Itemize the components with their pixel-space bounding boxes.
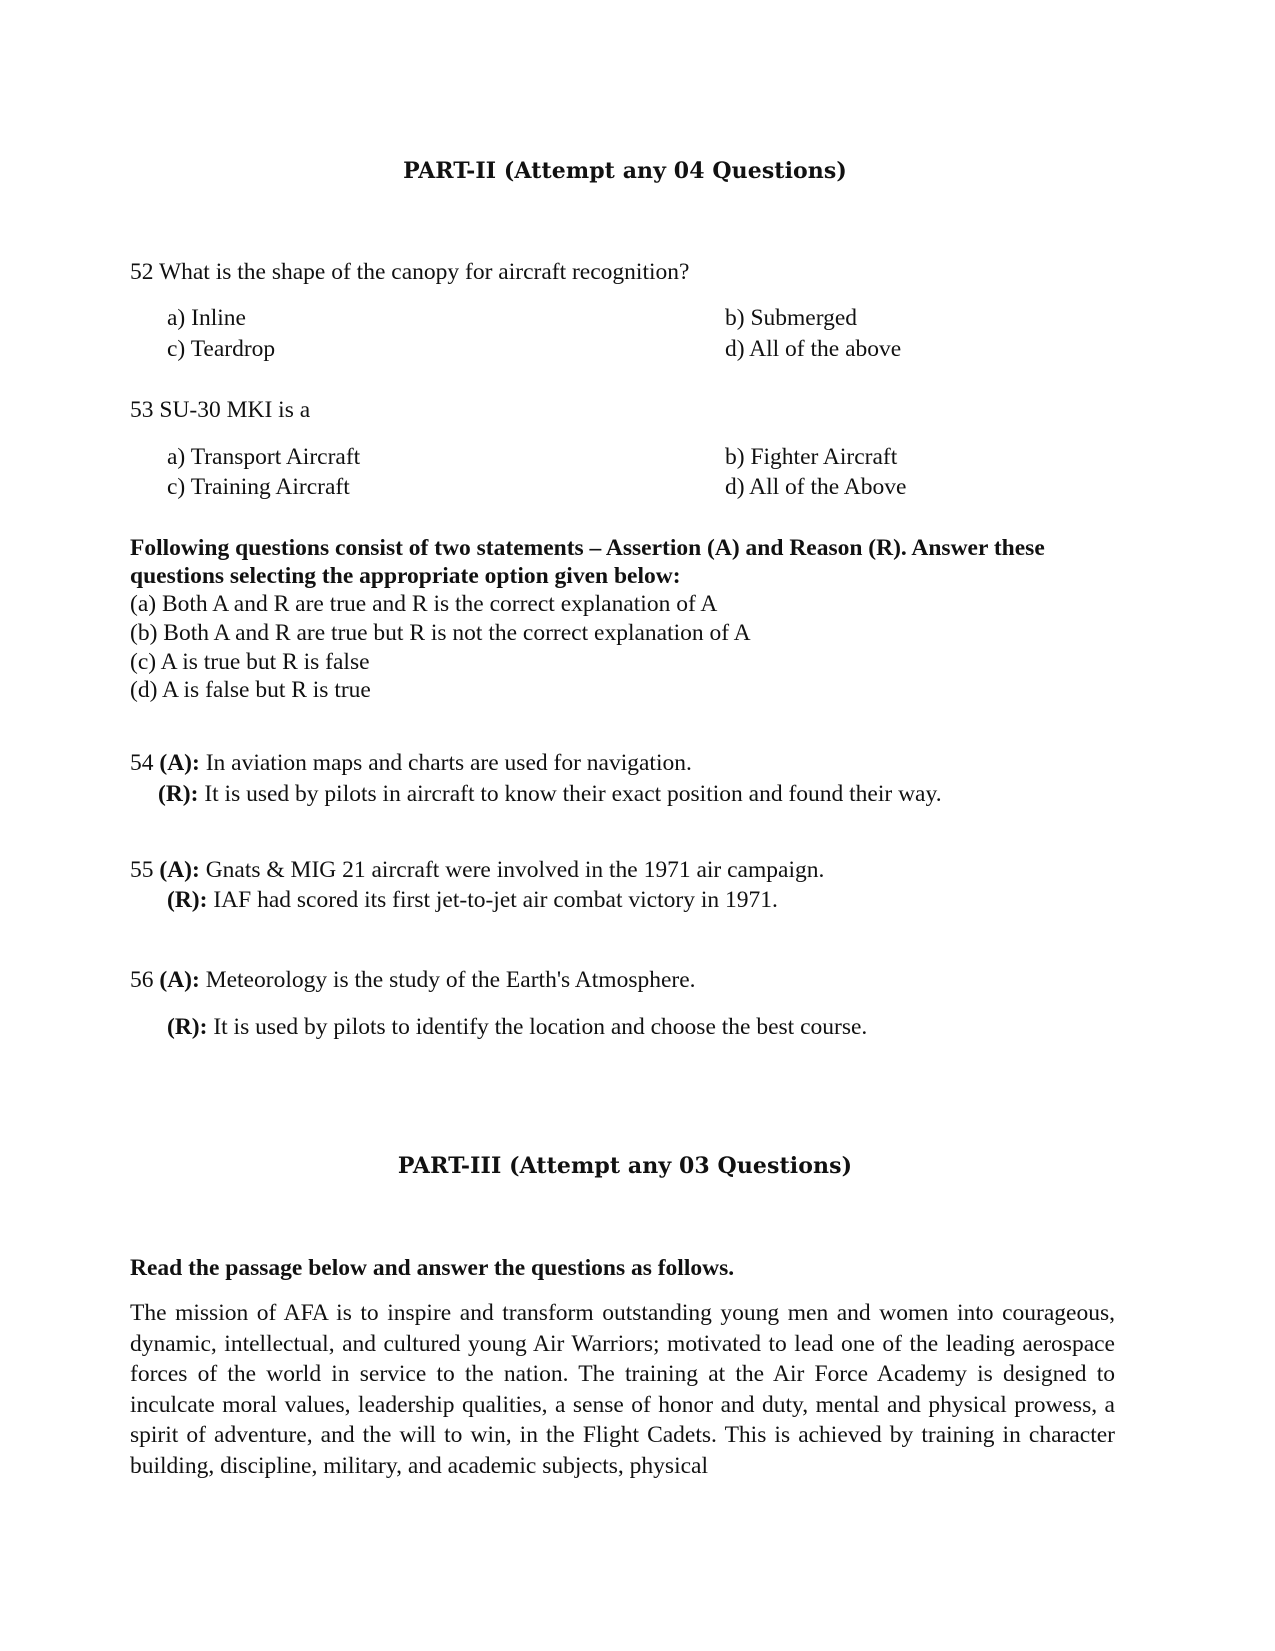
q52-option-b: b) Submerged bbox=[725, 305, 858, 331]
question-number: 55 bbox=[130, 857, 154, 883]
passage bbox=[130, 1298, 1115, 1481]
reason-label: (R): bbox=[167, 887, 208, 913]
question-54-reason bbox=[158, 783, 942, 807]
q52-option-c: c) Teardrop bbox=[167, 336, 276, 362]
question-53: 53 SU-30 MKI is a bbox=[130, 397, 311, 423]
passage-instruction: Read the passage below and answer the questions as follows. bbox=[130, 1255, 735, 1281]
question-54-assertion bbox=[130, 752, 692, 776]
question-number: 54 bbox=[130, 750, 154, 776]
question-52: 52 What is the shape of the canopy for aircraft recognition? bbox=[130, 259, 690, 285]
assertion-label: (A): bbox=[159, 967, 200, 993]
reason-label: (R): bbox=[167, 1014, 208, 1040]
q52-option-d: d) All of the above bbox=[725, 336, 902, 362]
passage-text: The mission of AFA is to inspire and transform outstanding young men and women into courageous, dynamic, intellectual, and cultured young Air Warriors; motivated to lead one of the leading aerospace forces of the world in service to the nation. The training at the Air Force Academy is designed to inculcate moral values, leadership qualities, a sense of honor and duty, mental and physical prowess, a spirit of adventure, and the will to win, in the Flight Cadets. This is achieved by training in character building, discipline, military, and academic subjects, physical bbox=[130, 1300, 1115, 1479]
question-56-reason bbox=[167, 1016, 867, 1040]
reason-text: It is used by pilots to identify the location and choose the best course. bbox=[207, 1014, 868, 1040]
assertion-reason-instruction-line-1: Following questions consist of two statements – Assertion (A) and Reason (R). Answer these bbox=[130, 535, 1045, 561]
q52-option-a: a) Inline bbox=[167, 305, 246, 331]
q53-option-a: a) Transport Aircraft bbox=[167, 444, 361, 470]
q53-option-b: b) Fighter Aircraft bbox=[725, 444, 898, 470]
question-number: 56 bbox=[130, 967, 154, 993]
part-2-heading: PART-II (Attempt any 04 Questions) bbox=[403, 158, 847, 184]
ar-option-b: (b) Both A and R are true but R is not the correct explanation of A bbox=[130, 620, 751, 646]
part-3-heading: PART-III (Attempt any 03 Questions) bbox=[397, 1153, 853, 1179]
reason-text: IAF had scored its first jet-to-jet air combat victory in 1971. bbox=[207, 887, 778, 913]
assertion-reason-instruction-line-2: questions selecting the appropriate option given below: bbox=[130, 563, 681, 589]
reason-label: (R): bbox=[158, 781, 199, 807]
assertion-text: Gnats & MIG 21 aircraft were involved in the 1971 air campaign. bbox=[199, 857, 825, 883]
ar-option-c: (c) A is true but R is false bbox=[130, 649, 370, 675]
assertion-label: (A): bbox=[159, 750, 200, 776]
question-56-assertion bbox=[130, 969, 696, 993]
ar-option-a: (a) Both A and R are true and R is the correct explanation of A bbox=[130, 591, 718, 617]
assertion-label: (A): bbox=[159, 857, 200, 883]
question-55-reason bbox=[167, 889, 778, 913]
reason-text: It is used by pilots in aircraft to know their exact position and found their way. bbox=[198, 781, 942, 807]
q53-option-d: d) All of the Above bbox=[725, 474, 907, 500]
q53-option-c: c) Training Aircraft bbox=[167, 474, 350, 500]
question-55-assertion bbox=[130, 859, 824, 883]
assertion-text: Meteorology is the study of the Earth's Atmosphere. bbox=[199, 967, 696, 993]
assertion-text: In aviation maps and charts are used for navigation. bbox=[199, 750, 692, 776]
ar-option-d: (d) A is false but R is true bbox=[130, 677, 371, 703]
